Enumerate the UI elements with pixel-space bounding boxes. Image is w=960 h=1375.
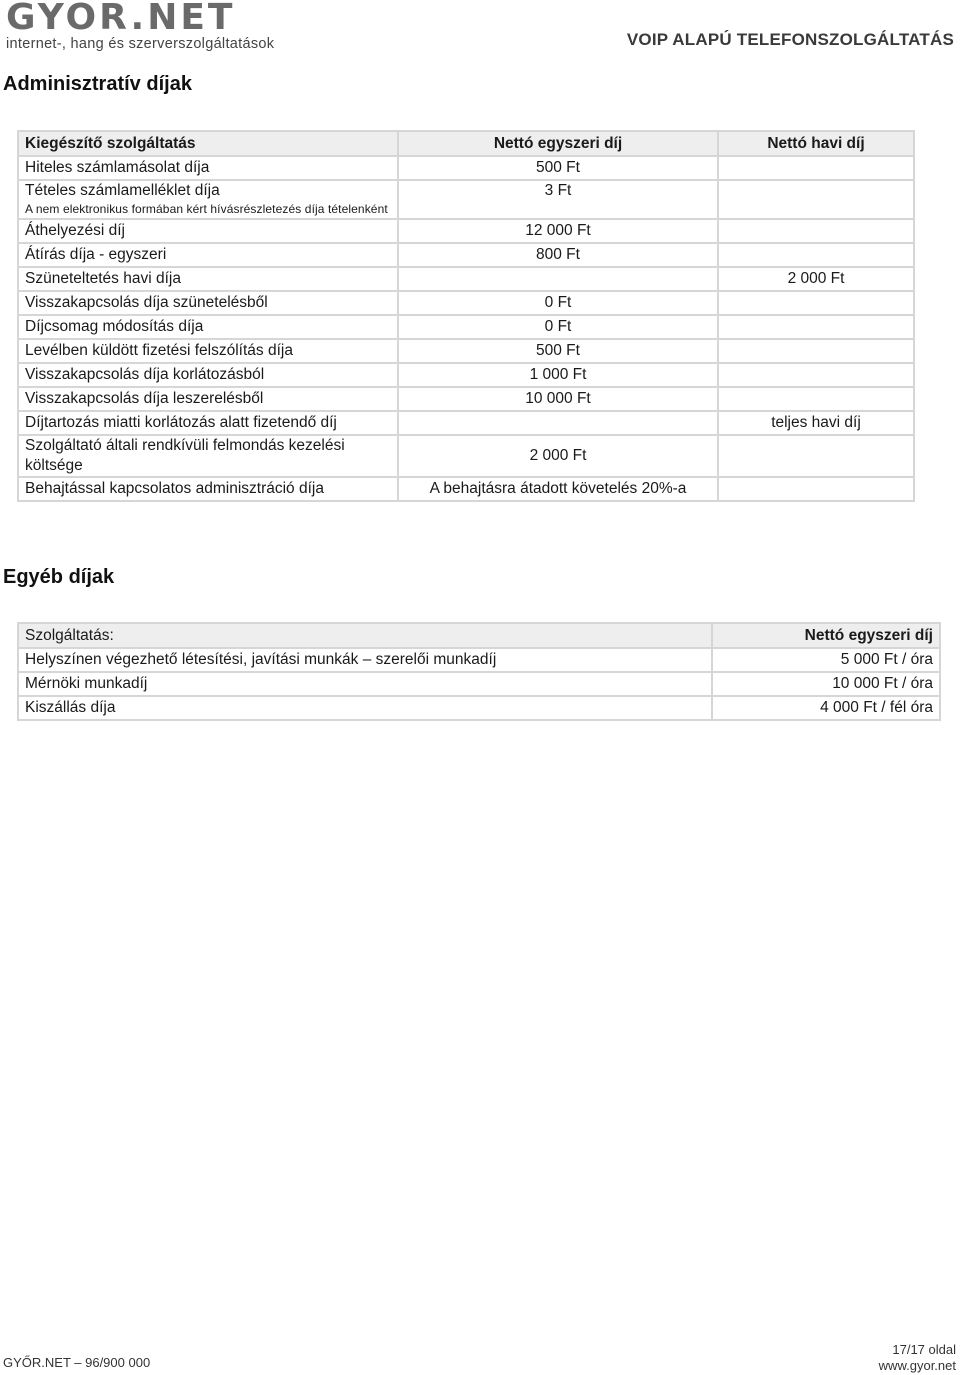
- footer-contact: GYŐR.NET – 96/900 000: [3, 1355, 151, 1370]
- logo-tagline: internet-, hang és szerverszolgáltatások: [6, 36, 275, 52]
- fee-name: Visszakapcsolás díja korlátozásból: [25, 366, 265, 383]
- table-row: [18, 411, 914, 435]
- fee-name: Áthelyezési díj: [25, 222, 125, 239]
- column-header-service: Szolgáltatás:: [18, 623, 712, 648]
- monthly-fee-cell: [718, 291, 914, 315]
- one-time-fee-cell: 800 Ft: [398, 243, 718, 267]
- other-fees-body: [18, 648, 940, 720]
- document-header-title: VOIP ALAPÚ TELEFONSZOLGÁLTATÁS: [626, 30, 954, 49]
- table-row: [18, 672, 940, 696]
- table-row: [18, 435, 914, 477]
- monthly-fee-cell: [718, 180, 914, 219]
- column-header-monthly-fee: Nettó havi díj: [718, 131, 914, 156]
- table-row: [18, 156, 914, 180]
- monthly-fee-cell: [718, 387, 914, 411]
- table-row: [18, 387, 914, 411]
- fee-name: Szolgáltató általi rendkívüli felmondás kezelési költsége: [25, 437, 345, 474]
- fee-name-cell: [18, 180, 398, 219]
- one-time-fee-cell: 10 000 Ft: [398, 387, 718, 411]
- column-header-one-time-fee: Nettó egyszeri díj: [712, 623, 940, 648]
- table-row: [18, 696, 940, 720]
- fee-name-cell: [18, 477, 398, 501]
- one-time-fee-cell: 500 Ft: [398, 339, 718, 363]
- fee-name-cell: [18, 219, 398, 243]
- page-number: 17/17 oldal: [892, 1342, 956, 1357]
- fee-name-cell: [18, 411, 398, 435]
- fee-name-cell: [18, 156, 398, 180]
- table-row: [18, 363, 914, 387]
- monthly-fee-cell: [718, 363, 914, 387]
- table-row: [18, 180, 914, 219]
- logo-wordmark: GYOR.NET: [6, 0, 236, 38]
- fee-name: Szüneteltetés havi díja: [25, 270, 181, 287]
- fee-name: Visszakapcsolás díja leszerelésből: [25, 390, 264, 407]
- monthly-fee-cell: [718, 156, 914, 180]
- service-name-cell: Mérnöki munkadíj: [18, 672, 712, 696]
- monthly-fee-cell: [718, 243, 914, 267]
- service-price-cell: 5 000 Ft / óra: [712, 648, 940, 672]
- admin-fees-title: Adminisztratív díjak: [3, 73, 192, 95]
- one-time-fee-cell: 12 000 Ft: [398, 219, 718, 243]
- table-header-row: [18, 131, 914, 156]
- table-row: [18, 291, 914, 315]
- fee-name-cell: [18, 363, 398, 387]
- fee-name-cell: [18, 315, 398, 339]
- fee-name-cell: [18, 267, 398, 291]
- fee-name: Díjtartozás miatti korlátozás alatt fizetendő díj: [25, 414, 337, 431]
- table-row: [18, 219, 914, 243]
- column-header-service: Kiegészítő szolgáltatás: [18, 131, 398, 156]
- monthly-fee-cell: [718, 435, 914, 477]
- fee-name-cell: [18, 339, 398, 363]
- footer-website-link[interactable]: www.gyor.net: [878, 1358, 956, 1373]
- fee-name: Levélben küldött fizetési felszólítás díja: [25, 342, 293, 359]
- table-row: [18, 315, 914, 339]
- table-row: [18, 648, 940, 672]
- fee-name-cell: [18, 387, 398, 411]
- company-logo: [6, 0, 326, 52]
- one-time-fee-cell: 500 Ft: [398, 156, 718, 180]
- table-row: [18, 477, 914, 501]
- one-time-fee-cell: [398, 411, 718, 435]
- monthly-fee-cell: [718, 477, 914, 501]
- other-fees-table: [17, 622, 941, 721]
- column-header-one-time-fee: Nettó egyszeri díj: [398, 131, 718, 156]
- monthly-fee-cell: teljes havi díj: [718, 411, 914, 435]
- fee-name: Behajtással kapcsolatos adminisztráció díja: [25, 480, 324, 497]
- fee-name: Hiteles számlamásolat díja: [25, 159, 210, 176]
- table-row: [18, 339, 914, 363]
- fee-name-cell: [18, 291, 398, 315]
- table-header-row: [18, 623, 940, 648]
- service-price-cell: 10 000 Ft / óra: [712, 672, 940, 696]
- monthly-fee-cell: [718, 315, 914, 339]
- one-time-fee-cell: 0 Ft: [398, 315, 718, 339]
- fee-name: Díjcsomag módosítás díja: [25, 318, 204, 335]
- fee-name-cell: [18, 243, 398, 267]
- monthly-fee-cell: 2 000 Ft: [718, 267, 914, 291]
- service-name-cell: Helyszínen végezhető létesítési, javítási munkák – szerelői munkadíj: [18, 648, 712, 672]
- fee-note: A nem elektronikus formában kért hívásrészletezés díja tételenként: [25, 202, 388, 216]
- one-time-fee-cell: 0 Ft: [398, 291, 718, 315]
- monthly-fee-cell: [718, 219, 914, 243]
- one-time-fee-cell: 3 Ft: [398, 180, 718, 219]
- admin-fees-table: [17, 130, 915, 502]
- other-fees-title: Egyéb díjak: [3, 566, 115, 588]
- monthly-fee-cell: [718, 339, 914, 363]
- one-time-fee-cell: A behajtásra átadott követelés 20%-a: [398, 477, 718, 501]
- footer-right: [879, 1342, 956, 1374]
- table-row: [18, 243, 914, 267]
- fee-name-cell: [18, 435, 398, 477]
- fee-name: Visszakapcsolás díja szünetelésből: [25, 294, 268, 311]
- fee-name: Átírás díja - egyszeri: [25, 246, 167, 263]
- service-price-cell: 4 000 Ft / fél óra: [712, 696, 940, 720]
- table-row: [18, 267, 914, 291]
- one-time-fee-cell: 2 000 Ft: [398, 435, 718, 477]
- service-name-cell: Kiszállás díja: [18, 696, 712, 720]
- fee-name: Tételes számlamelléklet díja: [25, 182, 220, 199]
- one-time-fee-cell: [398, 267, 718, 291]
- one-time-fee-cell: 1 000 Ft: [398, 363, 718, 387]
- admin-fees-body: [18, 156, 914, 501]
